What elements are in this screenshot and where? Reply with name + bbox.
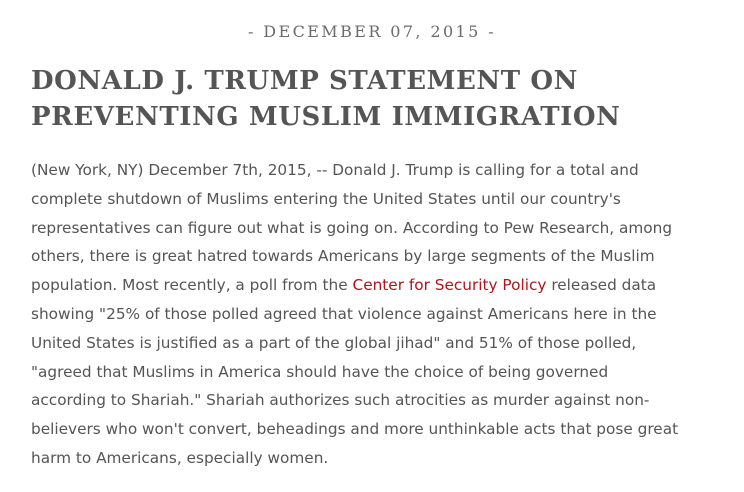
article-date: - DECEMBER 07, 2015 - — [247, 22, 497, 41]
body-text-fragment: population. Most recently, a poll from the — [31, 276, 353, 295]
body-line: showing "25% of those polled agreed that violence against Americans here in the — [31, 304, 657, 323]
center-for-security-policy-link[interactable]: Center for Security Policy — [352, 276, 547, 295]
article-title-line: PREVENTING MUSLIM IMMIGRATION — [31, 102, 621, 132]
article-body — [31, 156, 721, 473]
body-line: "agreed that Muslims in America should have the choice of being governed — [31, 362, 609, 381]
body-line: representatives can figure out what is going on. According to Pew Research, among — [31, 218, 673, 237]
body-line: others, there is great hatred towards Americans by large segments of the Muslim — [31, 247, 655, 266]
body-line: (New York, NY) December 7th, 2015, -- Donald J. Trump is calling for a total and — [31, 161, 639, 179]
body-line: according to Shariah." Shariah authorizes such atrocities as murder against non- — [31, 391, 650, 410]
body-line-with-link — [31, 271, 721, 300]
body-line: harm to Americans, especially women. — [31, 448, 329, 467]
body-line: United States is justified as a part of the global jihad" and 51% of those polled, — [31, 333, 637, 352]
body-line: believers who won't convert, beheadings and more unthinkable acts that pose great — [31, 420, 679, 439]
article-title — [31, 63, 721, 135]
body-text-fragment: released data — [546, 276, 657, 295]
body-line: complete shutdown of Muslims entering the United States until our country's — [31, 189, 621, 208]
article-title-line: DONALD J. TRUMP STATEMENT ON — [31, 66, 579, 96]
